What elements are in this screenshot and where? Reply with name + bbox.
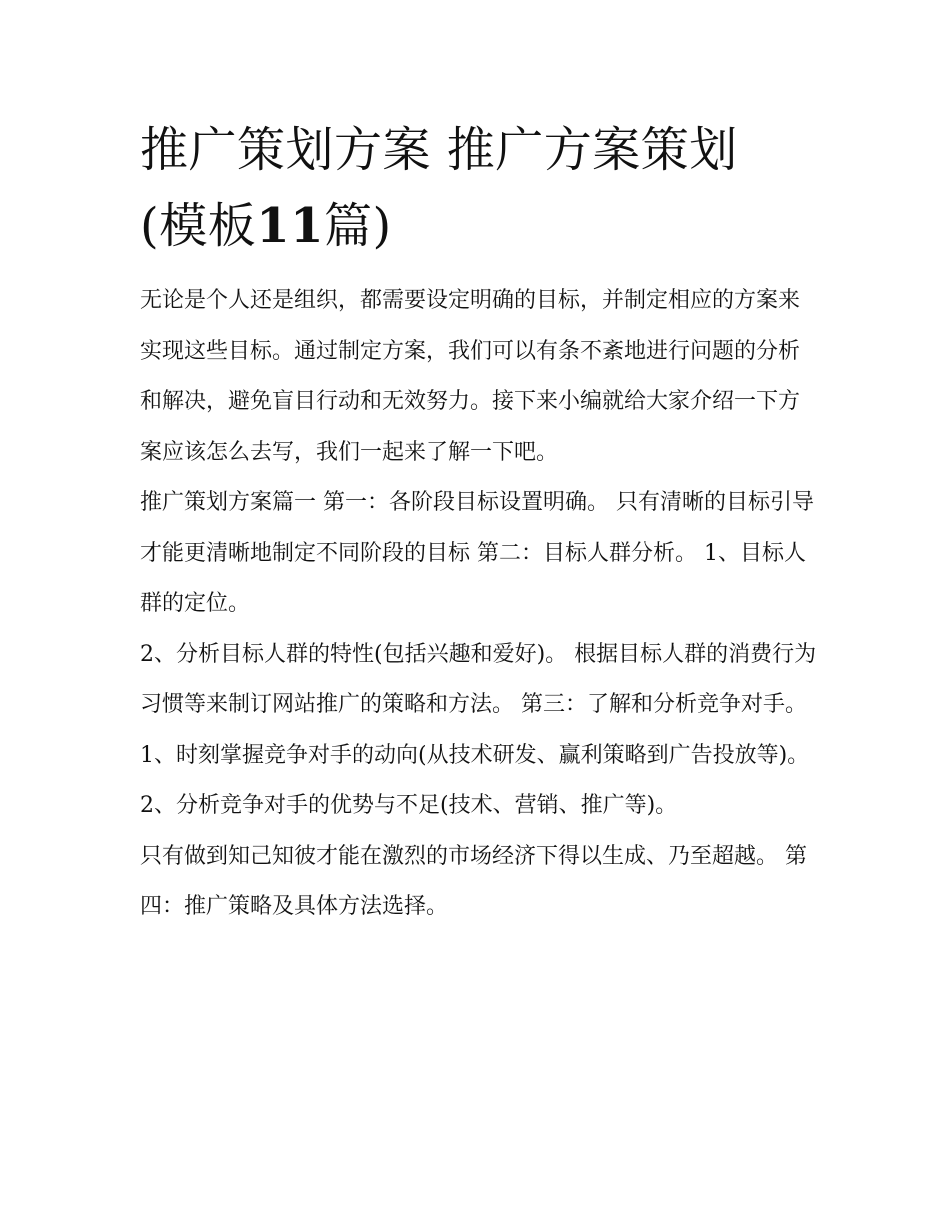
title-line-2 — [140, 188, 820, 264]
title-close: 篇) — [324, 198, 392, 254]
paragraph-section-1: 推广策划方案篇一 第一：各阶段目标设置明确。 只有清晰的目标引导才能更清晰地制定不同阶段的目标 第二：目标人群分析。 1、目标人群的定位。 — [140, 490, 814, 616]
paragraph-section-2: 2、分析目标人群的特性(包括兴趣和爱好)。 根据目标人群的消费行为习惯等来制订网站推广的策略和方法。 第三：了解和分析竞争对手。 — [140, 641, 817, 717]
document-page — [140, 112, 820, 933]
paragraph-section-4: 只有做到知己知彼才能在激烈的市场经济下得以生成、乃至超越。 第四：推广策略及具体方法选择。 — [140, 843, 807, 919]
title-open: (模板 — [140, 198, 257, 254]
paragraph-intro: 无论是个人还是组织，都需要设定明确的目标，并制定相应的方案来实现这些目标。通过制定方案，我们可以有条不紊地进行问题的分析和解决，避免盲目行动和无效努力。接下来小编就给大家介绍一下方案应该怎么去写，我们一起来了解一下吧。 — [140, 288, 801, 465]
document-title — [140, 112, 820, 264]
title-line-1: 推广策划方案 推广方案策划 — [140, 122, 738, 178]
paragraph-section-3: 1、时刻掌握竞争对手的动向(从技术研发、赢利策略到广告投放等)。 2、分析竞争对手的优势与不足(技术、营销、推广等)。 — [140, 742, 810, 818]
title-number: 11 — [256, 198, 325, 254]
document-body — [140, 276, 820, 933]
